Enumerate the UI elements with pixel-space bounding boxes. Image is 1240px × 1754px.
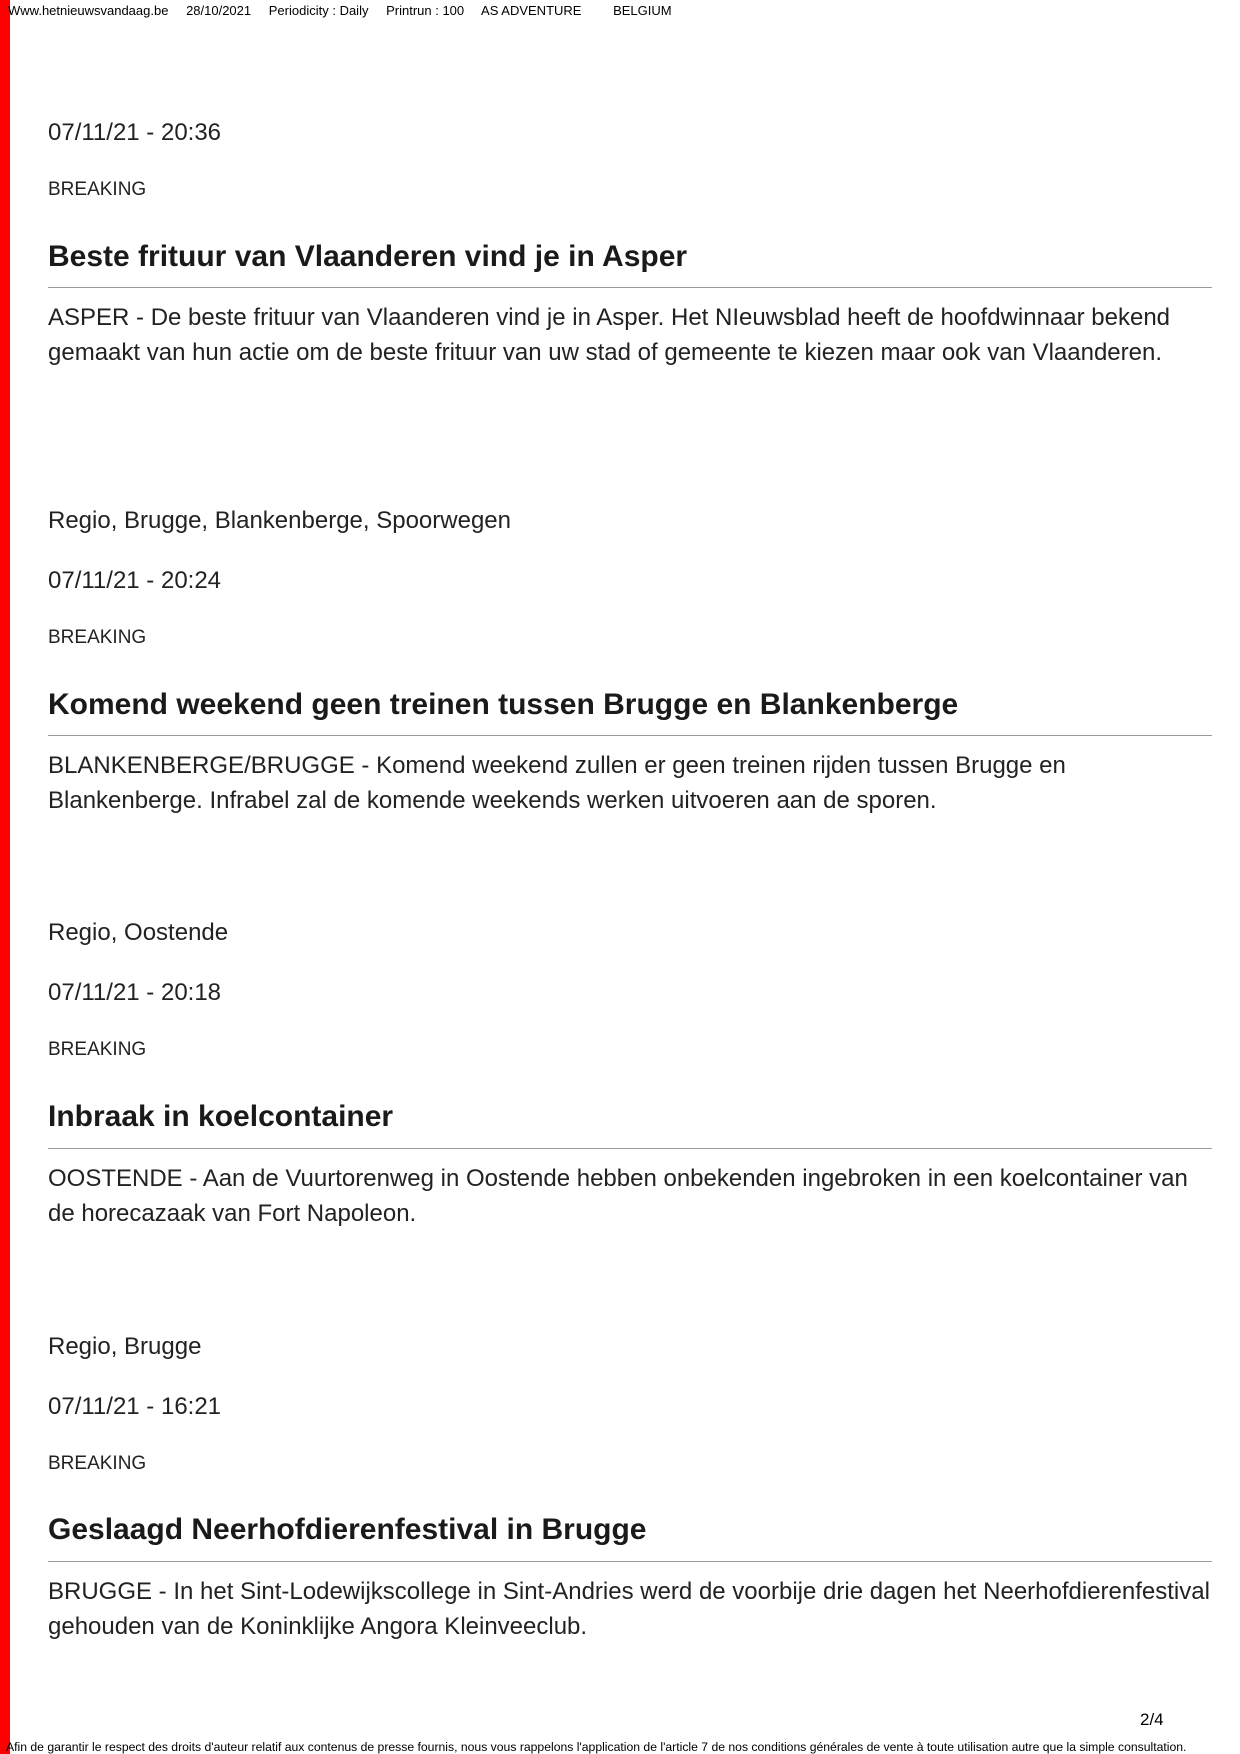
red-margin-bar: [0, 0, 10, 1754]
article-datetime: 07/11/21 - 20:24: [48, 567, 222, 594]
breaking-label: BREAKING: [48, 1453, 147, 1474]
header-date: 28/10/2021: [186, 3, 252, 18]
breaking-label: BREAKING: [48, 1039, 147, 1060]
page-number: 2/4: [1140, 1710, 1164, 1729]
breaking-label: BREAKING: [48, 179, 147, 200]
article-body: BLANKENBERGE/BRUGGE - Komend weekend zullen er geen treinen rijden tussen Brugge en Blankenberge. Infrabel zal de komende weekends werken uitvoeren aan de sporen.: [48, 752, 1066, 814]
clipping-header: [8, 3, 686, 18]
copyright-footer: Afin de garantir le respect des droits d'auteur relatif aux contenus de presse fournis, nous vous rappelons l'application de l'article 7 de nos conditions générales de vente à toute utilisation autre que la simple consultation.: [6, 1740, 1187, 1754]
breaking-label: BREAKING: [48, 627, 147, 648]
title-divider: [48, 735, 1212, 736]
article-title[interactable]: Beste frituur van Vlaanderen vind je in Asper: [48, 240, 688, 273]
article-datetime: 07/11/21 - 16:21: [48, 1393, 222, 1420]
article-tags: Regio, Brugge, Blankenberge, Spoorwegen: [48, 507, 511, 534]
article-datetime: 07/11/21 - 20:36: [48, 119, 222, 146]
title-divider: [48, 1561, 1212, 1562]
article-title[interactable]: Inbraak in koelcontainer: [48, 1100, 394, 1133]
header-country: BELGIUM: [613, 3, 672, 18]
header-periodicity: Periodicity : Daily: [268, 3, 369, 18]
article-tags: Regio, Oostende: [48, 919, 229, 946]
header-website: Www.hetnieuwsvandaag.be: [8, 3, 169, 18]
article-body: OOSTENDE - Aan de Vuurtorenweg in Oostende hebben onbekenden ingebroken in een koelcontainer van de horecazaak van Fort Napoleon.: [48, 1165, 1188, 1227]
article-datetime: 07/11/21 - 20:18: [48, 979, 222, 1006]
article-title[interactable]: Geslaagd Neerhofdierenfestival in Brugge: [48, 1513, 647, 1546]
article-body: ASPER - De beste frituur van Vlaanderen vind je in Asper. Het NIeuwsblad heeft de hoofdwinnaar bekend gemaakt van hun actie om de beste frituur van uw stad of gemeente te kiezen maar ook van Vlaanderen.: [48, 304, 1171, 366]
header-printrun: Printrun : 100: [386, 3, 465, 18]
header-client: AS ADVENTURE: [481, 3, 582, 18]
article-tags: Regio, Brugge: [48, 1333, 202, 1360]
article-title[interactable]: Komend weekend geen treinen tussen Brugge en Blankenberge: [48, 688, 959, 721]
title-divider: [48, 287, 1212, 288]
title-divider: [48, 1148, 1212, 1149]
article-body: BRUGGE - In het Sint-Lodewijkscollege in Sint-Andries werd de voorbije drie dagen het Neerhofdierenfestival gehouden van de Koninklijke Angora Kleinveeclub.: [48, 1578, 1210, 1640]
